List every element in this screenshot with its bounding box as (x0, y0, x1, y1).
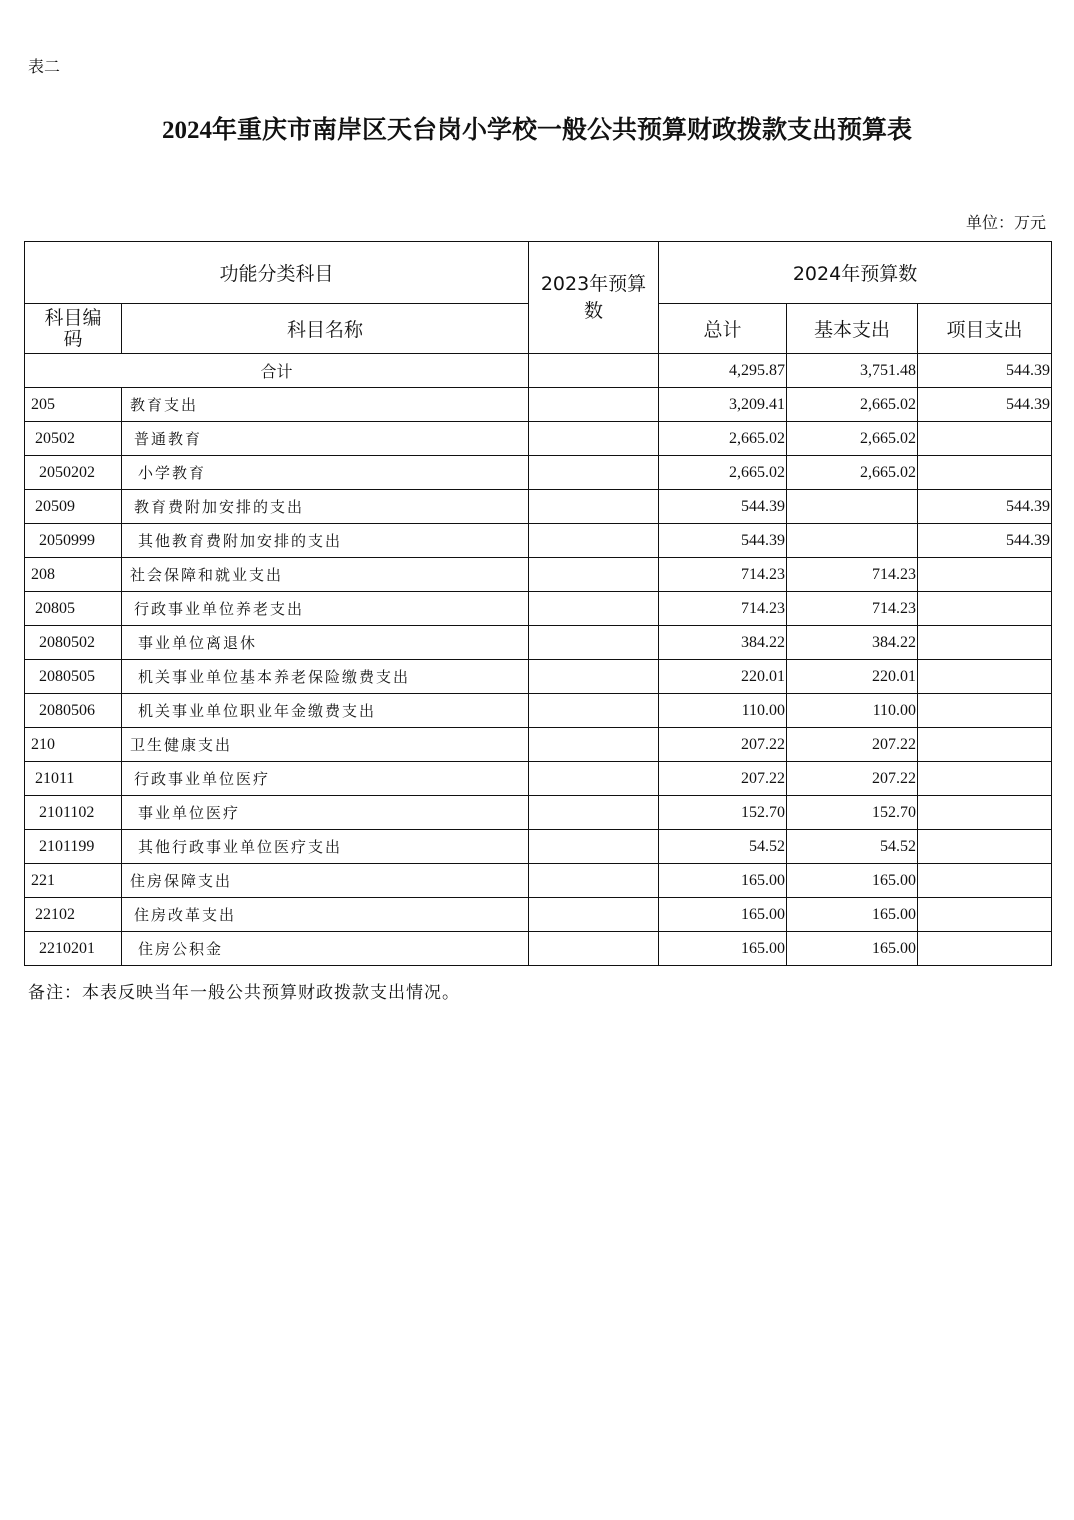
table-row (25, 626, 1052, 660)
project-cell (918, 422, 1052, 456)
total-cell: 714.23 (659, 558, 787, 592)
prev-cell (529, 864, 659, 898)
project-cell (918, 728, 1052, 762)
prev-cell (529, 932, 659, 966)
total-prev (529, 354, 659, 388)
name-cell: 事业单位离退休 (122, 626, 529, 660)
total-cell: 220.01 (659, 660, 787, 694)
basic-cell: 714.23 (787, 592, 918, 626)
basic-cell: 220.01 (787, 660, 918, 694)
basic-cell: 165.00 (787, 864, 918, 898)
total-cell: 165.00 (659, 898, 787, 932)
table-label: 表二 (28, 57, 61, 76)
prev-cell (529, 830, 659, 864)
code-cell: 2210201 (25, 932, 122, 966)
project-cell: 544.39 (918, 388, 1052, 422)
table-row (25, 558, 1052, 592)
total-cell: 110.00 (659, 694, 787, 728)
header-total: 总计 (659, 304, 787, 354)
prev-cell (529, 388, 659, 422)
total-cell: 384.22 (659, 626, 787, 660)
project-cell (918, 796, 1052, 830)
prev-cell (529, 796, 659, 830)
table-row (25, 456, 1052, 490)
basic-cell: 2,665.02 (787, 422, 918, 456)
table-row (25, 830, 1052, 864)
code-cell: 221 (25, 864, 122, 898)
table-row (25, 490, 1052, 524)
total-cell: 207.22 (659, 728, 787, 762)
table-row (25, 694, 1052, 728)
project-cell (918, 932, 1052, 966)
basic-cell: 165.00 (787, 898, 918, 932)
code-cell: 210 (25, 728, 122, 762)
total-label: 合计 (25, 354, 529, 388)
table-row (25, 728, 1052, 762)
prev-cell (529, 898, 659, 932)
project-cell (918, 830, 1052, 864)
total-cell: 165.00 (659, 864, 787, 898)
name-cell: 住房公积金 (122, 932, 529, 966)
table-row (25, 762, 1052, 796)
prev-cell (529, 524, 659, 558)
table-row (25, 796, 1052, 830)
total-cell: 544.39 (659, 524, 787, 558)
basic-cell: 207.22 (787, 762, 918, 796)
name-cell: 行政事业单位医疗 (122, 762, 529, 796)
code-cell: 2101102 (25, 796, 122, 830)
project-cell: 544.39 (918, 524, 1052, 558)
total-project: 544.39 (918, 354, 1052, 388)
project-cell (918, 694, 1052, 728)
footnote: 备注：本表反映当年一般公共预算财政拨款支出情况。 (28, 983, 460, 1003)
code-cell: 2101199 (25, 830, 122, 864)
code-cell: 2080502 (25, 626, 122, 660)
total-basic: 3,751.48 (787, 354, 918, 388)
basic-cell: 2,665.02 (787, 388, 918, 422)
name-cell: 其他行政事业单位医疗支出 (122, 830, 529, 864)
basic-cell (787, 490, 918, 524)
total-cell: 2,665.02 (659, 422, 787, 456)
table-row (25, 524, 1052, 558)
prev-cell (529, 422, 659, 456)
name-cell: 卫生健康支出 (122, 728, 529, 762)
code-cell: 2050999 (25, 524, 122, 558)
project-cell (918, 626, 1052, 660)
code-cell: 21011 (25, 762, 122, 796)
budget-table (24, 241, 1052, 966)
table-row (25, 592, 1052, 626)
name-cell: 住房改革支出 (122, 898, 529, 932)
table-row (25, 932, 1052, 966)
name-cell: 事业单位医疗 (122, 796, 529, 830)
code-cell: 2080505 (25, 660, 122, 694)
header-project: 项目支出 (918, 304, 1052, 354)
prev-cell (529, 626, 659, 660)
project-cell (918, 864, 1052, 898)
total-cell: 3,209.41 (659, 388, 787, 422)
header-basic: 基本支出 (787, 304, 918, 354)
total-cell: 165.00 (659, 932, 787, 966)
project-cell (918, 762, 1052, 796)
code-cell: 20509 (25, 490, 122, 524)
basic-cell: 384.22 (787, 626, 918, 660)
name-cell: 教育支出 (122, 388, 529, 422)
basic-cell: 152.70 (787, 796, 918, 830)
total-cell: 54.52 (659, 830, 787, 864)
total-total: 4,295.87 (659, 354, 787, 388)
page-title: 2024年重庆市南岸区天台岗小学校一般公共预算财政拨款支出预算表 (161, 117, 912, 144)
header-2023-budget: 2023年预算数 (529, 242, 659, 354)
prev-cell (529, 660, 659, 694)
basic-cell: 110.00 (787, 694, 918, 728)
table-row (25, 660, 1052, 694)
table-row (25, 422, 1052, 456)
code-cell: 208 (25, 558, 122, 592)
project-cell (918, 592, 1052, 626)
name-cell: 小学教育 (122, 456, 529, 490)
name-cell: 机关事业单位基本养老保险缴费支出 (122, 660, 529, 694)
basic-cell (787, 524, 918, 558)
prev-cell (529, 558, 659, 592)
code-cell: 22102 (25, 898, 122, 932)
header-name: 科目名称 (122, 304, 529, 354)
prev-cell (529, 762, 659, 796)
basic-cell: 2,665.02 (787, 456, 918, 490)
project-cell (918, 456, 1052, 490)
header-2024-budget: 2024年预算数 (659, 242, 1052, 304)
basic-cell: 54.52 (787, 830, 918, 864)
prev-cell (529, 592, 659, 626)
name-cell: 行政事业单位养老支出 (122, 592, 529, 626)
table-row (25, 388, 1052, 422)
basic-cell: 714.23 (787, 558, 918, 592)
header-code: 科目编码 (25, 304, 122, 354)
code-cell: 205 (25, 388, 122, 422)
name-cell: 社会保障和就业支出 (122, 558, 529, 592)
total-cell: 544.39 (659, 490, 787, 524)
prev-cell (529, 694, 659, 728)
total-row (25, 354, 1052, 388)
code-cell: 2080506 (25, 694, 122, 728)
unit-label: 单位：万元 (965, 213, 1046, 232)
total-cell: 207.22 (659, 762, 787, 796)
code-cell: 2050202 (25, 456, 122, 490)
table-row (25, 898, 1052, 932)
header-func-class: 功能分类科目 (25, 242, 529, 304)
total-cell: 714.23 (659, 592, 787, 626)
prev-cell (529, 490, 659, 524)
total-cell: 152.70 (659, 796, 787, 830)
project-cell: 544.39 (918, 490, 1052, 524)
prev-cell (529, 456, 659, 490)
name-cell: 机关事业单位职业年金缴费支出 (122, 694, 529, 728)
project-cell (918, 558, 1052, 592)
code-cell: 20502 (25, 422, 122, 456)
project-cell (918, 898, 1052, 932)
name-cell: 住房保障支出 (122, 864, 529, 898)
name-cell: 其他教育费附加安排的支出 (122, 524, 529, 558)
name-cell: 普通教育 (122, 422, 529, 456)
name-cell: 教育费附加安排的支出 (122, 490, 529, 524)
prev-cell (529, 728, 659, 762)
project-cell (918, 660, 1052, 694)
total-cell: 2,665.02 (659, 456, 787, 490)
basic-cell: 165.00 (787, 932, 918, 966)
code-cell: 20805 (25, 592, 122, 626)
table-row (25, 864, 1052, 898)
basic-cell: 207.22 (787, 728, 918, 762)
